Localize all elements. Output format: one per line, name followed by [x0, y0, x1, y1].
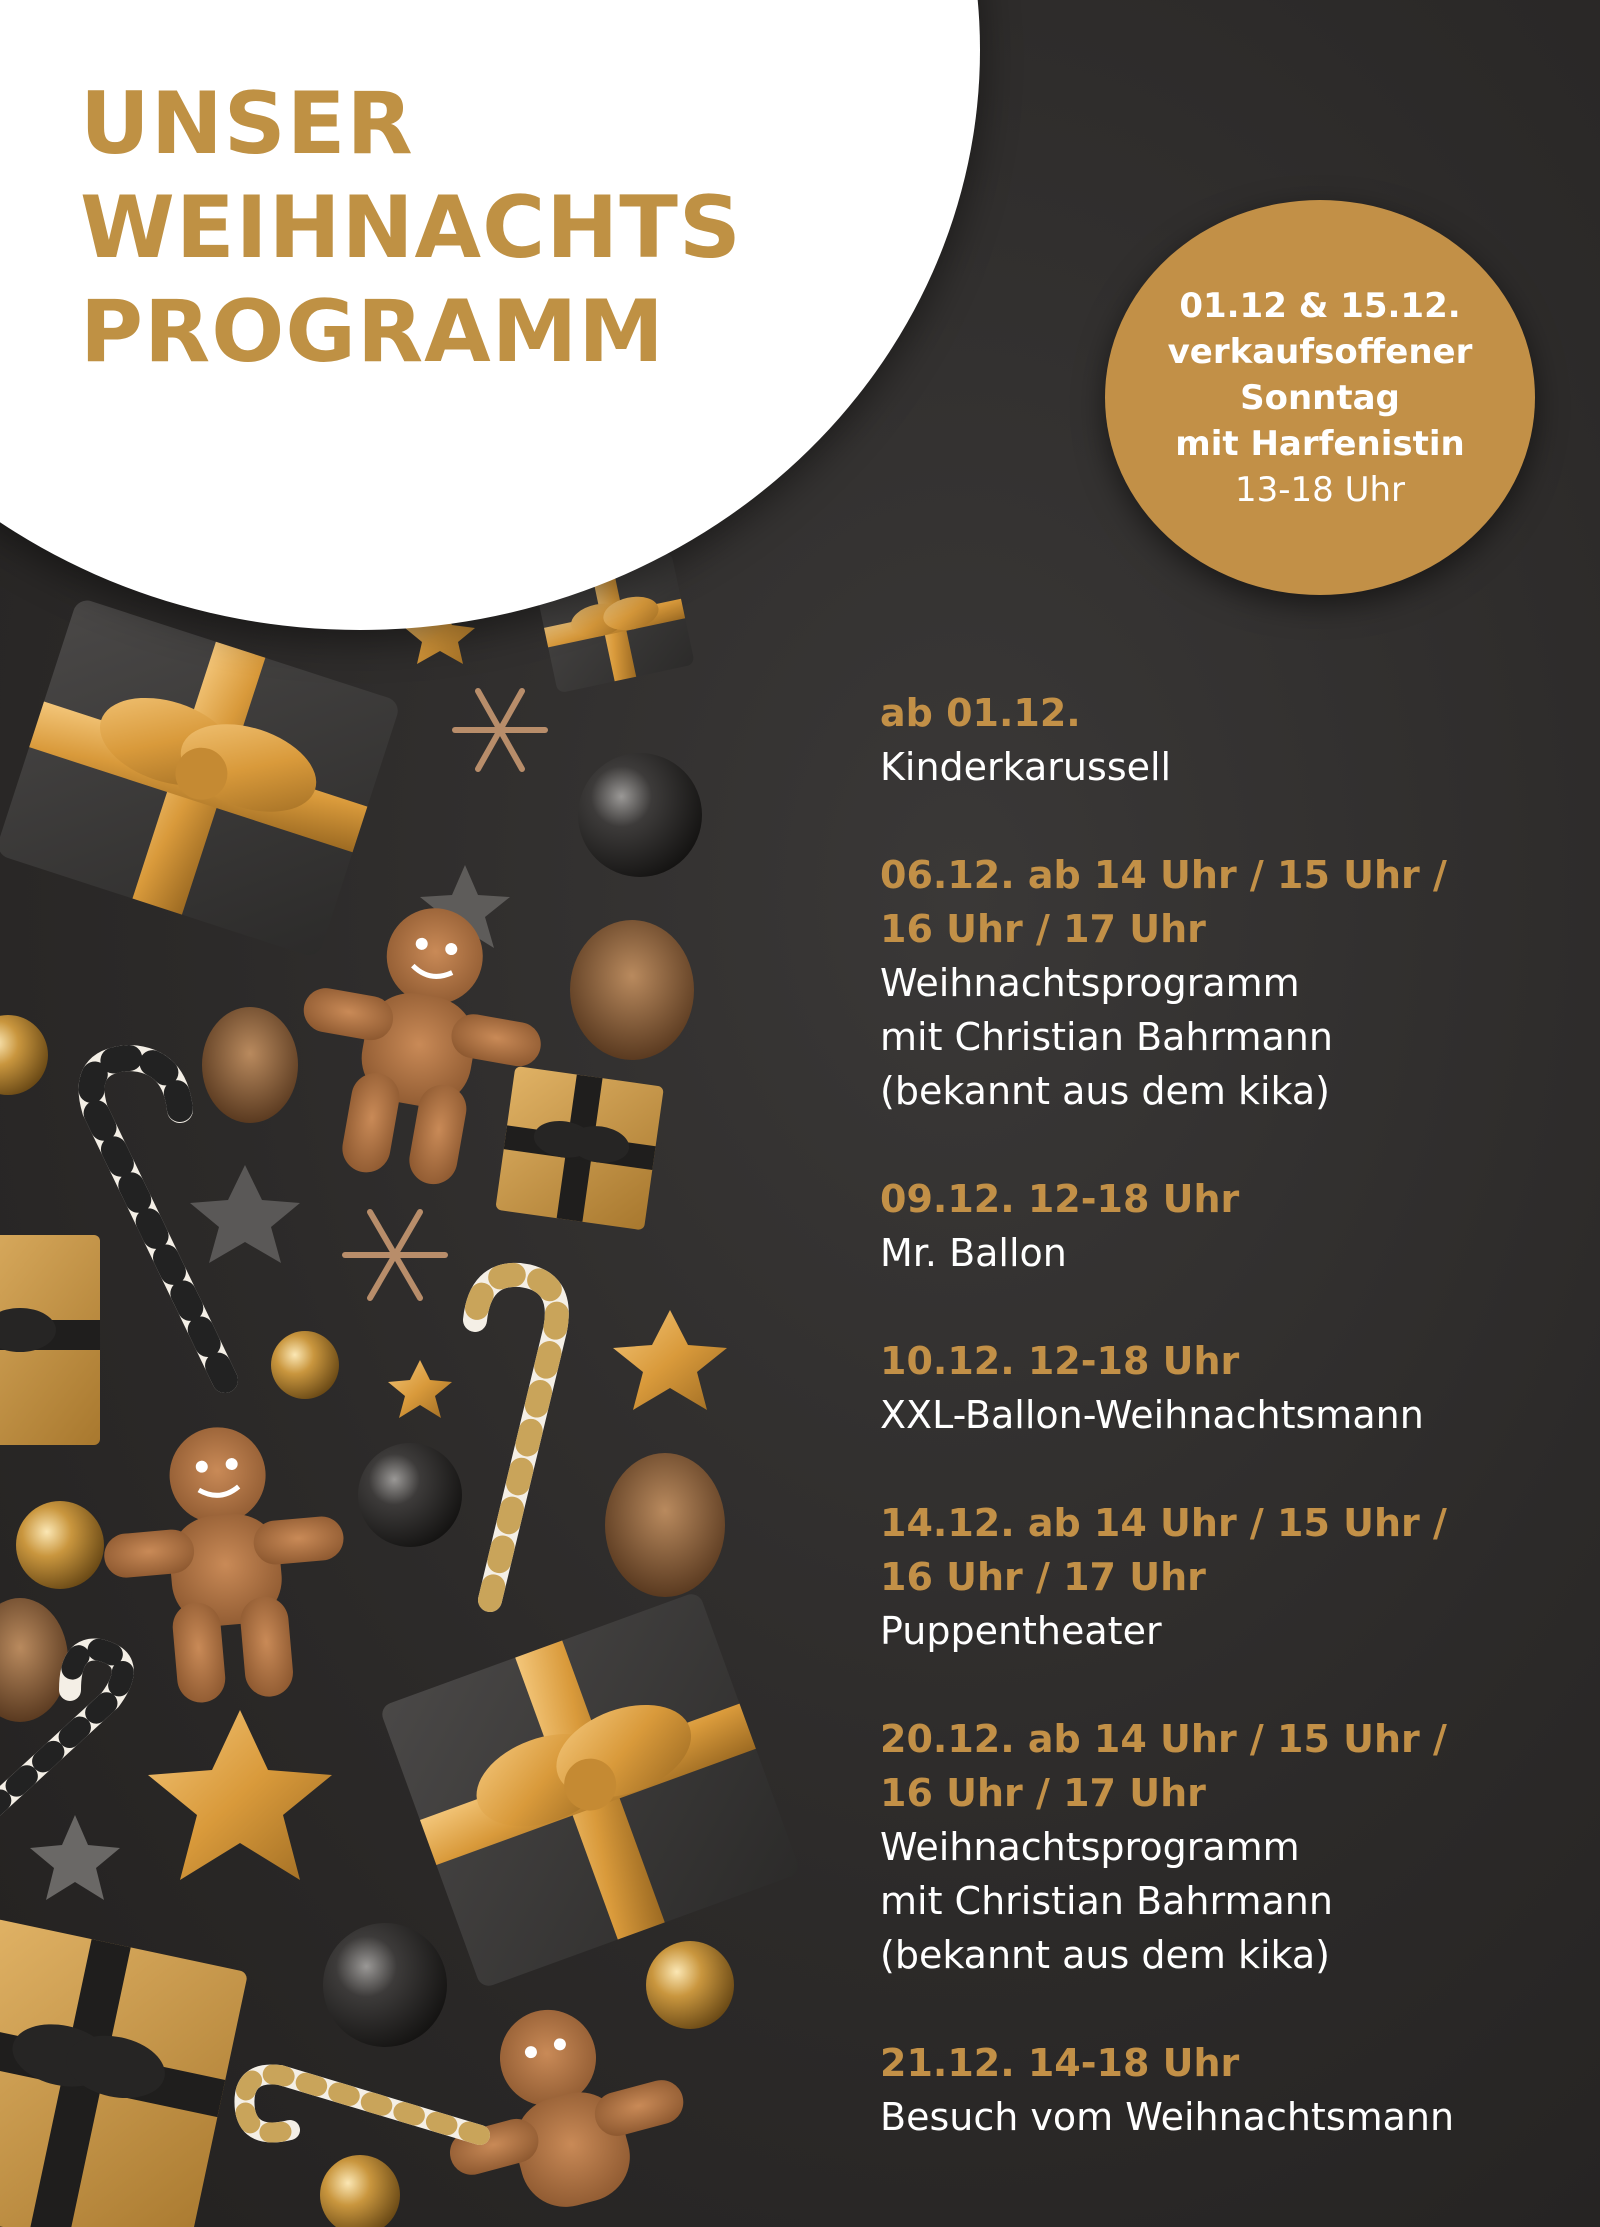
event-title: Mr. Ballon	[880, 1231, 1067, 1275]
title-line: WEIHNACHTS	[80, 178, 742, 278]
pine-cone-icon	[570, 920, 694, 1060]
gift-box-icon	[379, 1591, 801, 1989]
gift-box-icon	[0, 1918, 248, 2227]
event-date: 10.12. 12-18 Uhr	[880, 1339, 1240, 1383]
event-item	[880, 1334, 1570, 1442]
bauble-icon	[0, 1015, 48, 1095]
event-item	[880, 2036, 1570, 2144]
event-date: 20.12. ab 14 Uhr / 15 Uhr / 16 Uhr / 17 Uhr	[880, 1717, 1447, 1815]
gift-box-icon	[495, 1066, 664, 1230]
shopping-sunday-badge	[1105, 200, 1535, 595]
event-list	[880, 686, 1570, 2198]
event-date: ab 01.12.	[880, 691, 1081, 735]
event-title: Weihnachtsprogramm mit Christian Bahrmann (bekannt aus dem kika)	[880, 961, 1333, 1113]
title-line: PROGRAMM	[80, 282, 665, 382]
badge-text: verkaufsoffener	[1167, 331, 1473, 372]
event-item	[880, 686, 1570, 794]
bauble-icon	[320, 2155, 400, 2227]
event-title: Weihnachtsprogramm mit Christian Bahrmann (bekannt aus dem kika)	[880, 1825, 1333, 1977]
badge-text: mit Harfenistin	[1175, 423, 1465, 464]
event-item	[880, 1496, 1570, 1658]
event-item	[880, 1712, 1570, 1982]
pine-cone-icon	[0, 1598, 68, 1722]
event-date: 09.12. 12-18 Uhr	[880, 1177, 1240, 1221]
event-item	[880, 848, 1570, 1118]
event-date: 06.12. ab 14 Uhr / 15 Uhr / 16 Uhr / 17 Uhr	[880, 853, 1447, 951]
badge-dates: 01.12 & 15.12.	[1179, 285, 1461, 326]
bauble-icon	[578, 753, 702, 877]
bauble-icon	[646, 1941, 734, 2029]
gift-box-icon	[0, 597, 401, 959]
badge-text: Sonntag	[1240, 377, 1400, 418]
gingerbread-man-icon	[420, 1980, 703, 2227]
page-title	[80, 72, 742, 384]
bauble-icon	[16, 1501, 104, 1589]
gift-box-icon	[0, 1235, 100, 1445]
bauble-icon	[323, 1923, 447, 2047]
event-date: 21.12. 14-18 Uhr	[880, 2041, 1240, 2085]
badge-time: 13-18 Uhr	[1234, 469, 1406, 510]
event-title: XXL-Ballon-Weihnachtsmann	[880, 1393, 1424, 1437]
event-date: 14.12. ab 14 Uhr / 15 Uhr / 16 Uhr / 17 Uhr	[880, 1501, 1447, 1599]
event-title: Kinderkarussell	[880, 745, 1172, 789]
pine-cone-icon	[605, 1453, 725, 1597]
bauble-icon	[271, 1331, 339, 1399]
pine-cone-icon	[202, 1007, 298, 1123]
event-title: Puppentheater	[880, 1609, 1162, 1653]
event-title: Besuch vom Weihnachtsmann	[880, 2095, 1455, 2139]
title-line: UNSER	[80, 74, 414, 174]
event-item	[880, 1172, 1570, 1280]
bauble-icon	[358, 1443, 462, 1547]
